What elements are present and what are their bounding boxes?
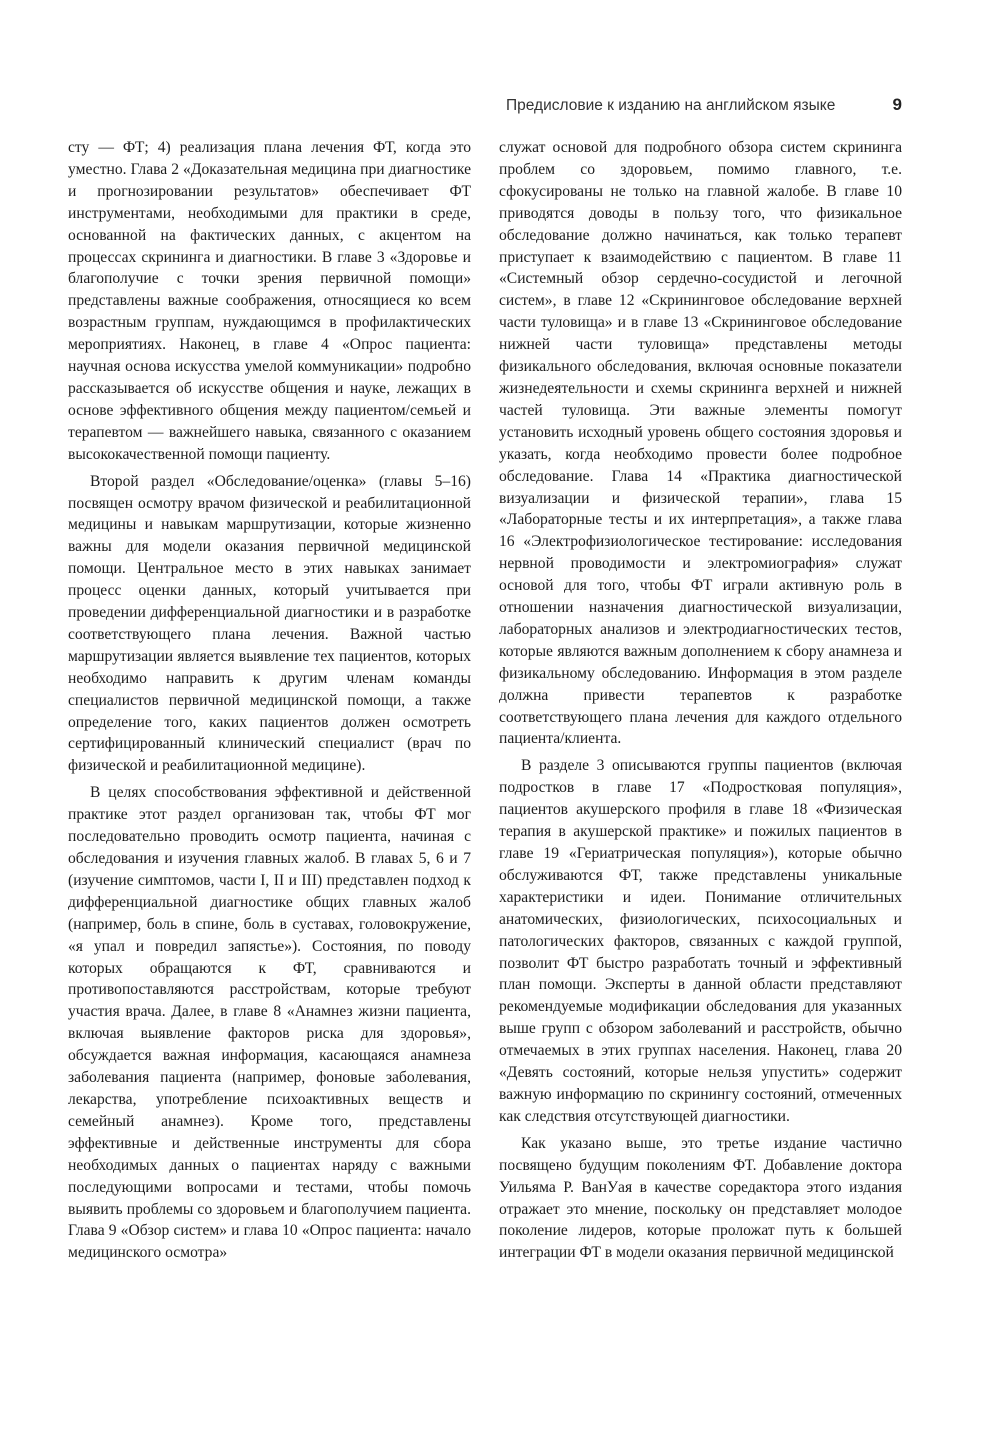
paragraph: служат основой для подробного обзора систем скрининга проблем со здоровьем, помимо главного, т.е. сфокусированы не только на главной жалобе. В главе 10 приводятся доводы в пользу того, что физикальное обследование должно начинаться, как только терапевт приступает к взаимодействию с пациентом. В главе 11 «Системный обзор сердечно-сосудистой и легочной систем», в главе 12 «Скрининговое обследование верхней части туловища» и в главе 13 «Скрининговое обследование нижней части туловища» представлены методы физикального обследования, включая основные показатели жизнедеятельности и схемы скрининга верхней и нижней частей туловища. Эти важные элементы помогут установить исходный уровень общего состояния здоровья и указать, когда необходимо провести более подробное обследование. Глава 14 «Практика диагностической визуализации и физической терапии», глава 15 «Лабораторные тесты и их интерпретация», а также глава 16 «Электрофизиологическое тестирование: исследования нервной проводимости и электромиография» служат основой для того, чтобы ФТ играли активную роль в отношении назначения диагностической визуализации, лабораторных анализов и электродиагностических тестов, которые являются важным дополнением к сбору анамнеза и физикальному обследованию. Информация в этом разделе должна привести терапевтов к разработке соответствующего плана лечения для каждого отдельного пациента/клиента. — [499, 139, 902, 748]
running-title: Предисловие к изданию на английском языке — [506, 97, 836, 114]
paragraph: Второй раздел «Обследование/оценка» (главы 5–16) посвящен осмотру врачом физической и реабилитационной медицины и навыкам маршрутизации, которые жизненно важны для модели оказания первичной медицинской помощи. Центральное место в этих навыках занимает процесс оценки данных, который учитывается при проведении дифференциальной диагностики и в разработке соответствующего плана лечения. Важной частью маршрутизации является выявление тех пациентов, которых необходимо направить к другим членам команды специалистов первичной медицинской помощи, а также определение того, каких пациентов должен осмотреть сертифицированный клинический специалист (врач по физической и реабилитационной медицине). — [68, 472, 471, 775]
paragraph: Как указано выше, это третье издание частично посвящено будущим поколениям ФТ. Добавление доктора Уильяма Р. ВанУая в качестве соредактора этого издания отражает это мнение, поскольку он представляет молодое поколение лидеров, которые проложат путь к большей интеграции ФТ в модели оказания первичной медицинской — [499, 1134, 902, 1262]
left-column — [68, 137, 471, 1264]
right-column — [499, 137, 902, 1264]
paragraph: сту — ФТ; 4) реализация плана лечения ФТ, когда это уместно. Глава 2 «Доказательная медицина при диагностике и прогнозировании результатов» обеспечивает ФТ инструментами, необходимыми для практики в среде, основанной на фактических данных, с акцентом на процессах скрининга и диагностики. В главе 3 «Здоровье и благополучие с точки зрения первичной помощи» представлены важные соображения, относящиеся ко всем возрастным группам, нуждающимся в профилактических мероприятиях. Наконец, в главе 4 «Опрос пациента: научная основа искусства умелой коммуникации» подробно рассказывается об искусстве общения и науке, лежащих в основе эффективного общения между пациентом/семьей и терапевтом — важнейшего навыка, связанного с оказанием высококачественной помощи пациенту. — [68, 139, 471, 463]
page-number: 9 — [892, 95, 902, 114]
running-head — [506, 95, 902, 115]
paragraph: В целях способствования эффективной и действенной практике этот раздел организован так, чтобы ФТ мог последовательно проводить осмотр пациента, начиная с обследования и изучения главных жалоб. В главах 5, 6 и 7 (изучение симптомов, части I, II и III) представлен подход к дифференциальной диагностике общих главных жалоб (например, боль в спине, боль в суставах, головокружение, «я упал и повредил запястье»). Состояния, по поводу которых обращаются к ФТ, сравниваются и противопоставляются расстройствам, которые требуют участия врача. Далее, в главе 8 «Анамнез жизни пациента, включая выявление факторов риска для здоровья», обсуждается важная информация, касающаяся анамнеза заболевания пациента (например, фоновые заболевания, лекарства, употребление психоактивных веществ и семейный анамнез). Кроме того, представлены эффективные и действенные инструменты для сбора необходимых данных о пациентах наряду с важными последующими вопросами и тестами, чтобы помочь выявить проблемы со здоровьем и благополучием пациента. Глава 9 «Обзор систем» и глава 10 «Опрос пациента: начало медицинского осмотра» — [68, 784, 471, 1262]
paragraph: В разделе 3 описываются группы пациентов (включая подростков в главе 17 «Подростковая популяция», пациентов акушерского профиля в главе 18 «Физическая терапия в акушерской практике» и пожилых пациентов в главе 19 «Гериатрическая популяция»), которые обычно обслуживаются ФТ, также представлены уникальные характеристики и идеи. Понимание отличительных анатомических, физиологических, психосоциальных и патологических факторов, связанных с каждой группой, позволит ФТ быстро разработать точный и эффективный план помощи. Эксперты в данной области представляют рекомендуемые модификации обследования для указанных выше групп с обзором заболеваний и расстройств, обычно отмечаемых в этих группах населения. Наконец, глава 20 «Девять состояний, которые нельзя упустить» содержит важную информацию по скринингу состояний, отмеченных как следствия отсутствующей диагностики. — [499, 757, 902, 1125]
